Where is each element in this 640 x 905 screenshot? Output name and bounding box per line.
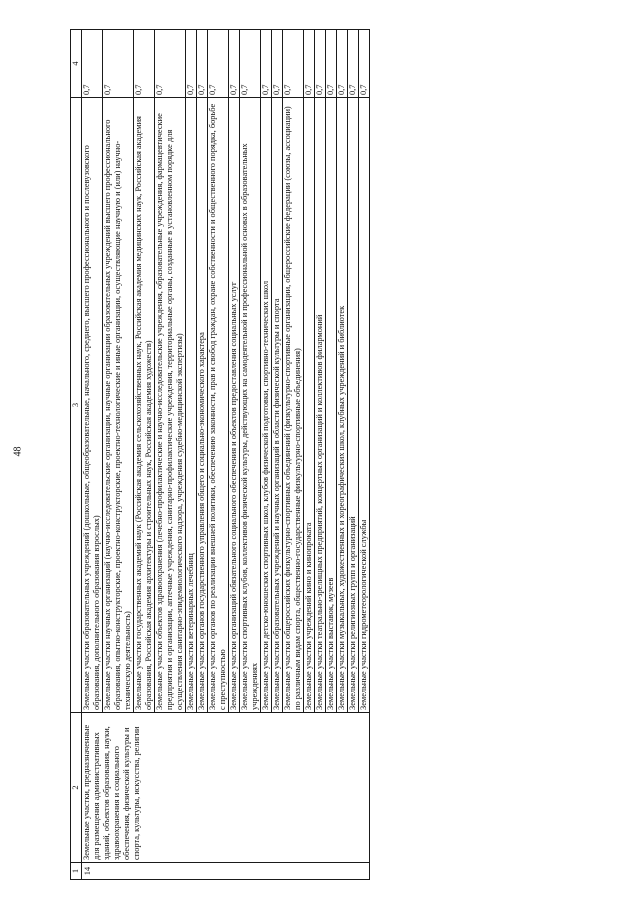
row-description: Земельные участки государственных академий наук (Российская академия сельскохозяйственных наук, Российская академия медицинских наук, Российская академия образования, Российская академия архитектуры и строительных наук, Российская академия художеств) [134,98,155,713]
row-description: Земельные участки спортивных клубов, коллективов физической культуры, действующих на самодеятельной и профессиональной основах в образовательных учреждениях [240,98,261,713]
tariff-table [70,29,370,880]
row-value: 0,7 [359,30,370,98]
header-col-3: 3 [71,98,82,713]
row-description: Земельные участки организаций обязательного социального обеспечения и объектов предоставления социальных услуг [229,98,240,713]
row-code: 14 [82,863,370,880]
row-description: Земельные участки театрально-зрелищных предприятий, концертных организаций и коллективов филармоний [315,98,326,713]
row-description: Земельные участки учреждений кино и кинопроката [304,98,315,713]
row-value: 0,7 [337,30,348,98]
row-description: Земельные участки музыкальных, художественных и хореографических школ, клубных учреждений и библиотек [337,98,348,713]
row-description: Земельные участки органов государственного управления общего и социально-экономического характера [197,98,208,713]
row-value: 0,7 [315,30,326,98]
header-col-2: 2 [71,713,82,863]
row-description: Земельные участки религиозных групп и организаций [348,98,359,713]
row-value: 0,7 [283,30,304,98]
row-value: 0,7 [208,30,229,98]
header-col-1: 1 [71,863,82,880]
row-description: Земельные участки объектов здравоохранения (лечебно-профилактические и научно-исследовательские учреждения, образовательные учреждения, фармацевтические предприятия и организации, аптечные учреждения, санитарно-профилактические учреждения, территориальные органы, созданные в установленном порядке для осуществления санитарно-эпидемиологического надзора, учреждения судебно-медицинской экспертизы) [155,98,186,713]
table-row [82,30,103,880]
row-value: 0,7 [186,30,197,98]
row-value: 0,7 [261,30,272,98]
row-description: Земельные участки детско-юношеских спортивных школ, клубов физической подготовки, спортивно-технических школ [261,98,272,713]
row-value: 0,7 [229,30,240,98]
row-value: 0,7 [82,30,103,98]
header-col-4: 4 [71,30,82,98]
row-value: 0,7 [304,30,315,98]
row-value: 0,7 [197,30,208,98]
header-row [71,30,82,880]
row-value: 0,7 [348,30,359,98]
row-value: 0,7 [134,30,155,98]
row-description: Земельные участки гидрометеорологической службы [359,98,370,713]
row-description: Земельные участки органов по реализации внешней политики, обеспечению законности, прав и свобод граждан, охране собственности и общественного порядка, борьбе с преступностью [208,98,229,713]
category-description: Земельные участки, предназначенные для размещения административных зданий, объектов образования, науки, здравоохранения и социального обеспечения, физической культуры и спорта, культуры, искусства, религии [82,713,370,863]
row-description: Земельные участки научных организаций (научно-исследовательские организации, научные организации образовательных учреждений высшего профессионального образования, опытно-конструкторские, проектно-конструкторские, проектно-технологические и иные организации, осуществляющие научную и (или) научно-техническую деятельность) [103,98,134,713]
row-value: 0,7 [103,30,134,98]
row-value: 0,7 [326,30,337,98]
row-description: Земельные участки выставок, музеев [326,98,337,713]
row-description: Земельные участки общероссийских физкультурно-спортивных объединений (физкультурно-спортивные организации, общероссийские федерации (союзы, ассоциации) по различным видам спорта, общественно-государственные физкультурно-спортивные объединения) [283,98,304,713]
page-number: 48 [12,446,24,457]
rotated-content [70,30,606,880]
row-value: 0,7 [272,30,283,98]
row-description: Земельные участки образовательных учреждений и научных организаций в области физической культуры и спорта [272,98,283,713]
row-description: Земельные участки ветеринарных лечебниц [186,98,197,713]
row-value: 0,7 [240,30,261,98]
row-description: Земельные участки образовательных учреждений (дошкольные, общеобразовательные, начального, среднего, высшего профессионального и послевузовского образования, дополнительного образования взрослых) [82,98,103,713]
row-value: 0,7 [155,30,186,98]
